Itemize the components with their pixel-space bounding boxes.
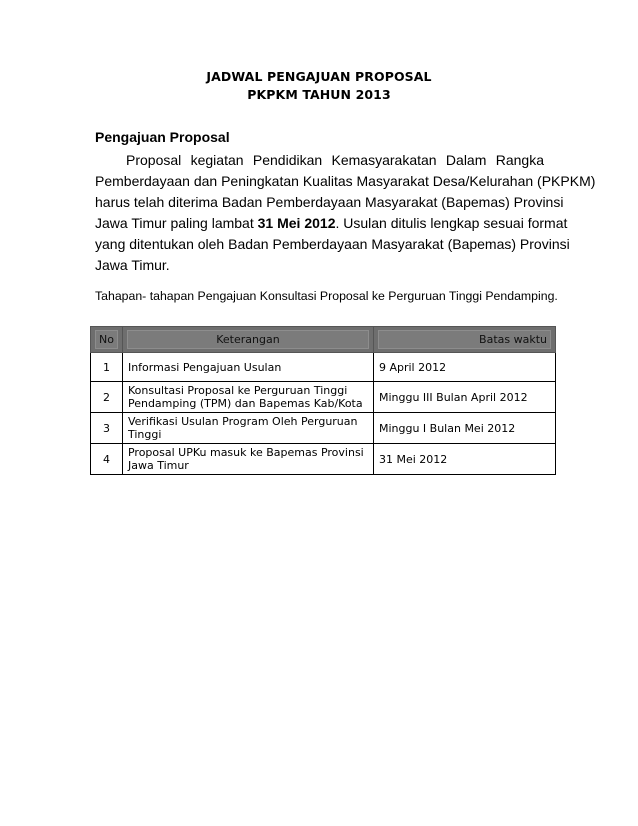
table-row — [91, 382, 556, 413]
header-no — [91, 327, 123, 353]
row-batas-waktu: 31 Mei 2012 — [373, 444, 555, 475]
row-keterangan-line1: Verifikasi Usulan Program Oleh Perguruan — [127, 415, 358, 428]
document-title-line1: JADWAL PENGAJUAN PROPOSAL — [206, 69, 432, 84]
header-batas-waktu — [373, 327, 555, 353]
schedule-table — [90, 326, 556, 475]
row-batas-waktu: Minggu I Bulan Mei 2012 — [373, 413, 555, 444]
header-keterangan-label: Keterangan — [127, 330, 369, 349]
paragraph-line-2: Pemberdayaan dan Peningkatan Kualitas Masyarakat Desa/Kelurahan (PKPKM) — [95, 173, 596, 189]
row-keterangan-line2: Jawa Timur — [127, 459, 189, 472]
row-number: 1 — [91, 353, 123, 382]
row-keterangan — [122, 444, 373, 475]
row-keterangan-line1: Konsultasi Proposal ke Perguruan Tinggi — [127, 384, 348, 397]
body-paragraph — [95, 150, 596, 276]
stages-caption: Tahapan- tahapan Pengajuan Konsultasi Proposal ke Perguruan Tinggi Pendamping. — [95, 289, 558, 303]
document-title-line2: PKPKM TAHUN 2013 — [247, 87, 391, 102]
paragraph-line-4 — [95, 213, 568, 234]
row-number: 4 — [91, 444, 123, 475]
paragraph-line-6: Jawa Timur. — [95, 257, 170, 273]
row-number: 3 — [91, 413, 123, 444]
header-keterangan — [122, 327, 373, 353]
row-keterangan — [122, 353, 373, 382]
row-batas-waktu: Minggu III Bulan April 2012 — [373, 382, 555, 413]
paragraph-line-4-end: . Usulan ditulis lengkap sesuai format — [335, 215, 568, 231]
row-keterangan-line2: Tinggi — [127, 428, 162, 441]
row-keterangan — [122, 413, 373, 444]
header-batas-waktu-label: Batas waktu — [378, 330, 551, 349]
row-batas-waktu: 9 April 2012 — [373, 353, 555, 382]
header-no-label: No — [95, 330, 118, 349]
paragraph-line-3: harus telah diterima Badan Pemberdayaan Masyarakat (Bapemas) Provinsi — [95, 194, 564, 210]
row-keterangan-line1: Informasi Pengajuan Usulan — [127, 360, 282, 374]
row-keterangan-line1: Proposal UPKu masuk ke Bapemas Provinsi — [127, 446, 364, 459]
deadline-date: 31 Mei 2012 — [257, 215, 336, 231]
table-row — [91, 444, 556, 475]
row-number: 2 — [91, 382, 123, 413]
section-heading: Pengajuan Proposal — [95, 129, 230, 145]
row-keterangan-line2: Pendamping (TPM) dan Bapemas Kab/Kota — [127, 397, 363, 410]
table-row — [91, 353, 556, 382]
paragraph-line-4-start: Jawa Timur paling lambat — [95, 215, 258, 231]
row-keterangan — [122, 382, 373, 413]
table-row — [91, 413, 556, 444]
paragraph-line-1: Proposal kegiatan Pendidikan Kemasyarakatan Dalam Rangka — [126, 152, 544, 168]
paragraph-line-5: yang ditentukan oleh Badan Pemberdayaan Masyarakat (Bapemas) Provinsi — [95, 236, 570, 252]
table-header-row — [91, 327, 556, 353]
